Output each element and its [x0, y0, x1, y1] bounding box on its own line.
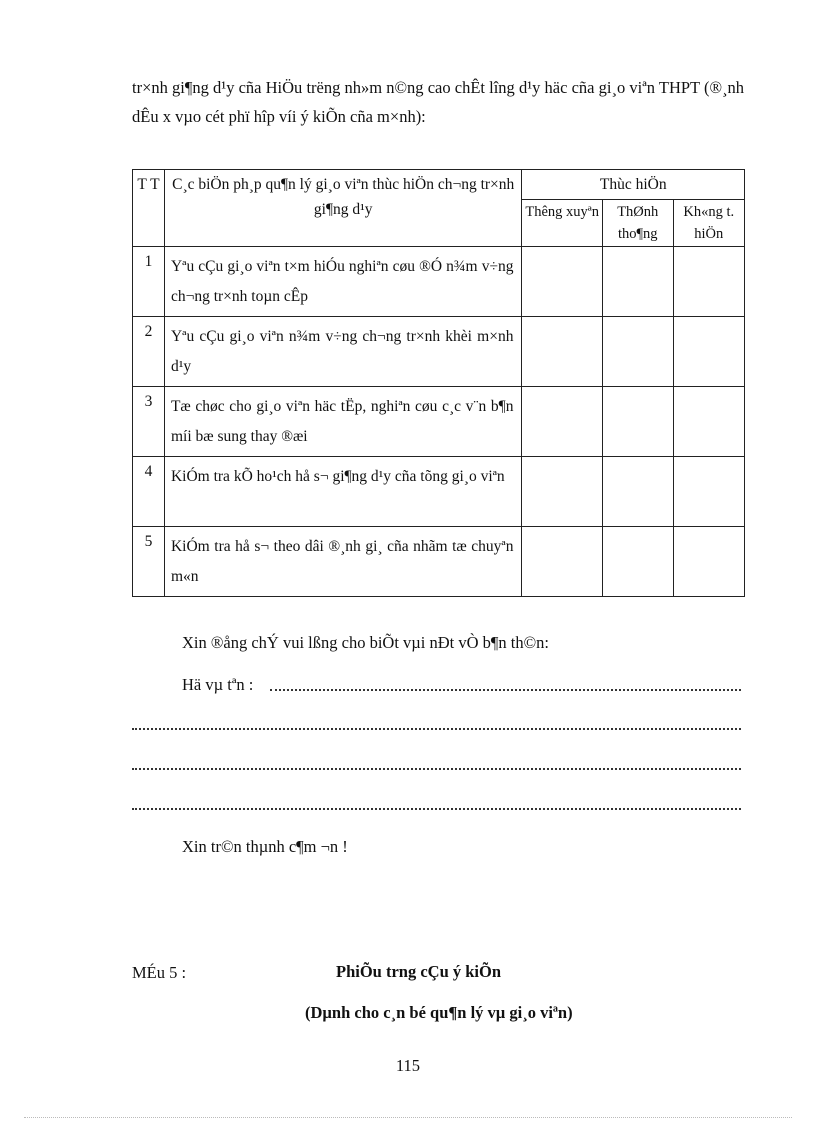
row-number: 5 [133, 527, 165, 597]
row-measure: KiÓm tra hå s¬ theo dâi ®¸nh gi¸ cña nhãm tæ chuyªn m«n [164, 527, 521, 597]
form-subtitle: (Dµnh cho c¸n bé qu¶n lý vµ gi¸o viªn) [305, 1003, 573, 1022]
fill-line[interactable] [132, 768, 741, 770]
fill-line[interactable] [132, 728, 741, 730]
table-row [133, 387, 745, 457]
col-header-never: Kh«ng t. hiÖn [673, 200, 744, 247]
fill-line[interactable] [132, 808, 741, 810]
check-cell-sometimes[interactable] [602, 247, 673, 317]
check-cell-often[interactable] [522, 387, 603, 457]
check-cell-sometimes[interactable] [602, 457, 673, 527]
col-header-implementation: Thùc hiÖn [522, 170, 745, 200]
check-cell-sometimes[interactable] [602, 387, 673, 457]
table-row [133, 527, 745, 597]
col-header-measure: C¸c biÖn ph¸p qu¶n lý gi¸o viªn thùc hiÖn ch¬ng tr×nh gi¶ng d¹y [164, 170, 521, 247]
check-cell-sometimes[interactable] [602, 317, 673, 387]
table-row [133, 457, 745, 527]
col-header-tt: T T [133, 170, 165, 247]
survey-table [132, 169, 745, 597]
page-bottom-divider [24, 1117, 792, 1118]
check-cell-often[interactable] [522, 317, 603, 387]
check-cell-often[interactable] [522, 247, 603, 317]
check-cell-never[interactable] [673, 387, 744, 457]
check-cell-sometimes[interactable] [602, 527, 673, 597]
intro-paragraph: tr×nh gi¶ng d¹y cña HiÖu trëng nh»m n©ng cao chÊt lîng d¹y häc cña gi¸o viªn THPT (®¸nh dÊu x vµo cét phï hîp víi ý kiÕn cña m×nh): [132, 78, 744, 126]
row-number: 2 [133, 317, 165, 387]
check-cell-often[interactable] [522, 527, 603, 597]
check-cell-never[interactable] [673, 457, 744, 527]
form-label: MÉu 5 : [132, 963, 187, 982]
col-header-sometimes: ThØnh tho¶ng [602, 200, 673, 247]
info-request: Xin ®ång chÝ vui lßng cho biÕt vµi nÐt vÒ b¶n th©n: [182, 633, 549, 652]
page-number: 115 [395, 1056, 421, 1075]
col-header-often: Thêng xuyªn [522, 200, 603, 247]
check-cell-never[interactable] [673, 247, 744, 317]
table-row [133, 247, 745, 317]
check-cell-never[interactable] [673, 317, 744, 387]
check-cell-often[interactable] [522, 457, 603, 527]
row-measure: Tæ chøc cho gi¸o viªn häc tËp, nghiªn cøu c¸c v¨n b¶n míi bæ sung thay ®æi [164, 387, 521, 457]
thanks-text: Xin tr©n thµnh c¶m ¬n ! [182, 837, 348, 856]
row-measure: KiÓm tra kÕ ho¹ch hå s¬ gi¶ng d¹y cña tõng gi¸o viªn [164, 457, 521, 527]
check-cell-never[interactable] [673, 527, 744, 597]
row-measure: Yªu cÇu gi¸o viªn n¾m v÷ng ch¬ng tr×nh khèi m×nh d¹y [164, 317, 521, 387]
row-measure: Yªu cÇu gi¸o viªn t×m hiÓu nghiªn cøu ®Ó n¾m v÷ng ch¬ng tr×nh toµn cÊp [164, 247, 521, 317]
name-label: Hä vµ tªn : [182, 675, 254, 694]
form-title: PhiÕu trng cÇu ý kiÕn [336, 962, 502, 981]
row-number: 4 [133, 457, 165, 527]
row-number: 3 [133, 387, 165, 457]
row-number: 1 [133, 247, 165, 317]
name-fill-line[interactable] [270, 689, 741, 691]
table-row [133, 317, 745, 387]
